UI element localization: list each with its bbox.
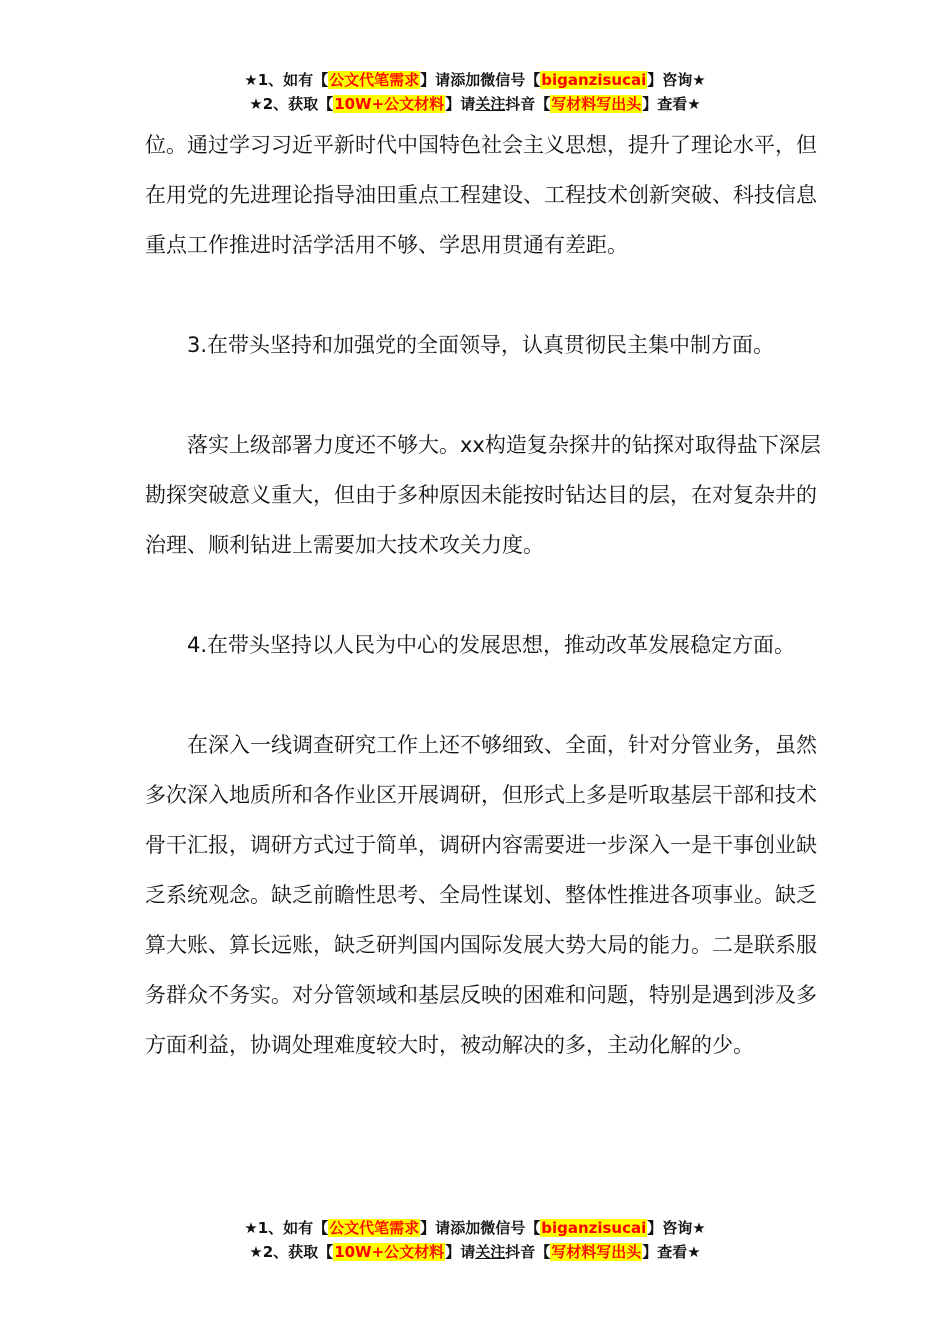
- header-banner: [0, 68, 950, 116]
- paragraph: 落实上级部署力度还不够大。xx构造复杂探井的钻探对取得盐下深层勘探突破意义重大，但由于多种原因未能按时钻达目的层，在对复杂井的治理、顺利钻进上需要加大技术攻关力度。: [145, 433, 821, 557]
- section-heading-4: 4.在带头坚持以人民为中心的发展思想，推动改革发展稳定方面。: [187, 633, 796, 657]
- banner-highlight: 10W+公文材料: [334, 95, 445, 113]
- banner-line-2: ★2、获取【10W+公文材料】请关注抖音【写材料写出头】查看★: [249, 95, 701, 113]
- banner-line-1: ★1、如有【公文代笔需求】请添加微信号【biganzisucai】咨询★: [244, 71, 706, 89]
- paragraph: 在深入一线调查研究工作上还不够细致、全面，针对分管业务，虽然多次深入地质所和各作业区开展调研，但形式上多是听取基层干部和技术骨干汇报，调研方式过于简单，调研内容需要进一步深入一是干事创业缺乏系统观念。缺乏前瞻性思考、全局性谋划、整体性推进各项事业。缺乏算大账、算长远账，缺乏研判国内国际发展大势大局的能力。二是联系服务群众不务实。对分管领域和基层反映的困难和问题，特别是遇到涉及多方面利益，协调处理难度较大时，被动解决的多，主动化解的少。: [145, 733, 817, 1057]
- paragraph-continued: 位。通过学习习近平新时代中国特色社会主义思想，提升了理论水平，但在用党的先进理论指导油田重点工程建设、工程技术创新突破、科技信息重点工作推进时活学活用不够、学思用贯通有差距。: [145, 133, 817, 257]
- banner-highlight: biganzisucai: [541, 1219, 647, 1237]
- banner-highlight: 写材料写出头: [551, 1243, 642, 1261]
- banner-line-2: ★2、获取【10W+公文材料】请关注抖音【写材料写出头】查看★: [249, 1243, 701, 1261]
- section-heading-3: 3.在带头坚持和加强党的全面领导，认真贯彻民主集中制方面。: [187, 333, 775, 357]
- banner-highlight: 公文代笔需求: [329, 71, 420, 89]
- banner-highlight: 公文代笔需求: [329, 1219, 420, 1237]
- banner-highlight: biganzisucai: [541, 71, 647, 89]
- banner-highlight: 10W+公文材料: [334, 1243, 445, 1261]
- banner-highlight: 写材料写出头: [551, 95, 642, 113]
- banner-line-1: ★1、如有【公文代笔需求】请添加微信号【biganzisucai】咨询★: [244, 1219, 706, 1237]
- footer-banner: [0, 1216, 950, 1264]
- document-body: [145, 120, 835, 1070]
